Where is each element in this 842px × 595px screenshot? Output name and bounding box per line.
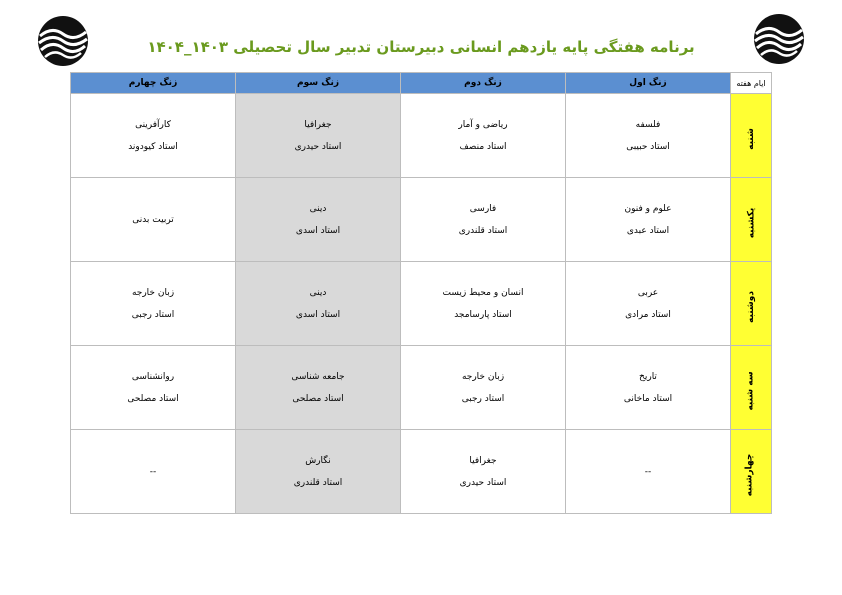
table-row [71,178,772,262]
class-cell [236,178,401,262]
class-cell [71,178,236,262]
table-row [71,262,772,346]
teacher-label: استاد ماخانی [623,393,673,404]
teacher-label: استاد حیدری [294,141,342,152]
subject-label: تاریخ [639,371,657,382]
teacher-label: استاد مصلحی [127,393,179,404]
day-label: شنبه [746,128,756,150]
class-cell [236,346,401,430]
subject-label: زبان خارجه [131,287,175,298]
subject-label: دینی [309,287,327,298]
class-cell [401,430,566,514]
subject-label: زبان خارجه [461,371,505,382]
teacher-label: استاد حبیبی [626,141,670,152]
subject-label: ریاضی و آمار [458,119,508,130]
period-header: زنگ چهارم [71,73,236,94]
day-cell [731,430,772,514]
day-cell [731,94,772,178]
period-header: زنگ سوم [236,73,401,94]
school-logo-left [36,14,90,68]
teacher-label: استاد پارسامجد [454,309,512,320]
teacher-label: استاد اسدی [295,309,341,320]
teacher-label: استاد کیودوند [128,141,178,152]
school-logo-right [752,12,806,66]
day-cell [731,346,772,430]
subject-label: عربی [637,287,659,298]
period-header: زنگ اول [566,73,731,94]
class-cell [236,94,401,178]
class-cell [71,262,236,346]
subject-label: کارآفرینی [135,119,171,130]
teacher-label: استاد قلندری [293,477,343,488]
subject-label: -- [644,466,652,477]
teacher-label: استاد رجبی [461,393,505,404]
class-cell [71,346,236,430]
class-cell [401,346,566,430]
subject-label: فارسی [469,203,497,214]
teacher-label: استاد مصلحی [292,393,344,404]
table-row [71,346,772,430]
header-row [71,73,772,94]
day-cell [731,262,772,346]
class-cell [566,94,731,178]
class-cell [236,262,401,346]
page-title: برنامه هفتگی پایه یازدهم انسانی دبیرستان تدبیر سال تحصیلی ۱۴۰۳_۱۴۰۴ [147,38,695,56]
class-cell [71,94,236,178]
subject-label: فلسفه [635,119,661,130]
teacher-label: استاد رجبی [131,309,175,320]
day-cell [731,178,772,262]
class-cell [401,178,566,262]
teacher-label: استاد اسدی [295,225,341,236]
class-cell [236,430,401,514]
class-cell [71,430,236,514]
table-row [71,430,772,514]
subject-label: نگارش [305,455,331,466]
subject-label: روانشناسی [131,371,175,382]
day-label: چهارشنبه [744,453,755,497]
teacher-label: استاد مرادی [625,309,671,320]
teacher-label: استاد قلندری [458,225,508,236]
teacher-label: استاد عبدی [626,225,670,236]
day-label: دوشنبه [746,291,756,323]
period-header: زنگ دوم [401,73,566,94]
class-cell [566,430,731,514]
day-label: یکشنبه [745,207,756,239]
subject-label: تربیت بدنی [132,214,174,225]
subject-label: جغرافیا [469,455,497,466]
class-cell [401,94,566,178]
subject-label: علوم و فنون [624,203,672,214]
day-label: سه شنبه [745,371,756,411]
schedule-table [70,72,772,514]
subject-label: جامعه شناسی [291,371,345,382]
table-row [71,94,772,178]
subject-label: دینی [309,203,327,214]
subject-label: -- [149,466,157,477]
days-header: ایام هفته [731,73,772,94]
teacher-label: استاد منصف [459,141,507,152]
subject-label: انسان و محیط زیست [442,287,524,298]
teacher-label: استاد حیدری [459,477,507,488]
class-cell [566,346,731,430]
class-cell [566,262,731,346]
class-cell [566,178,731,262]
class-cell [401,262,566,346]
subject-label: جغرافیا [304,119,332,130]
